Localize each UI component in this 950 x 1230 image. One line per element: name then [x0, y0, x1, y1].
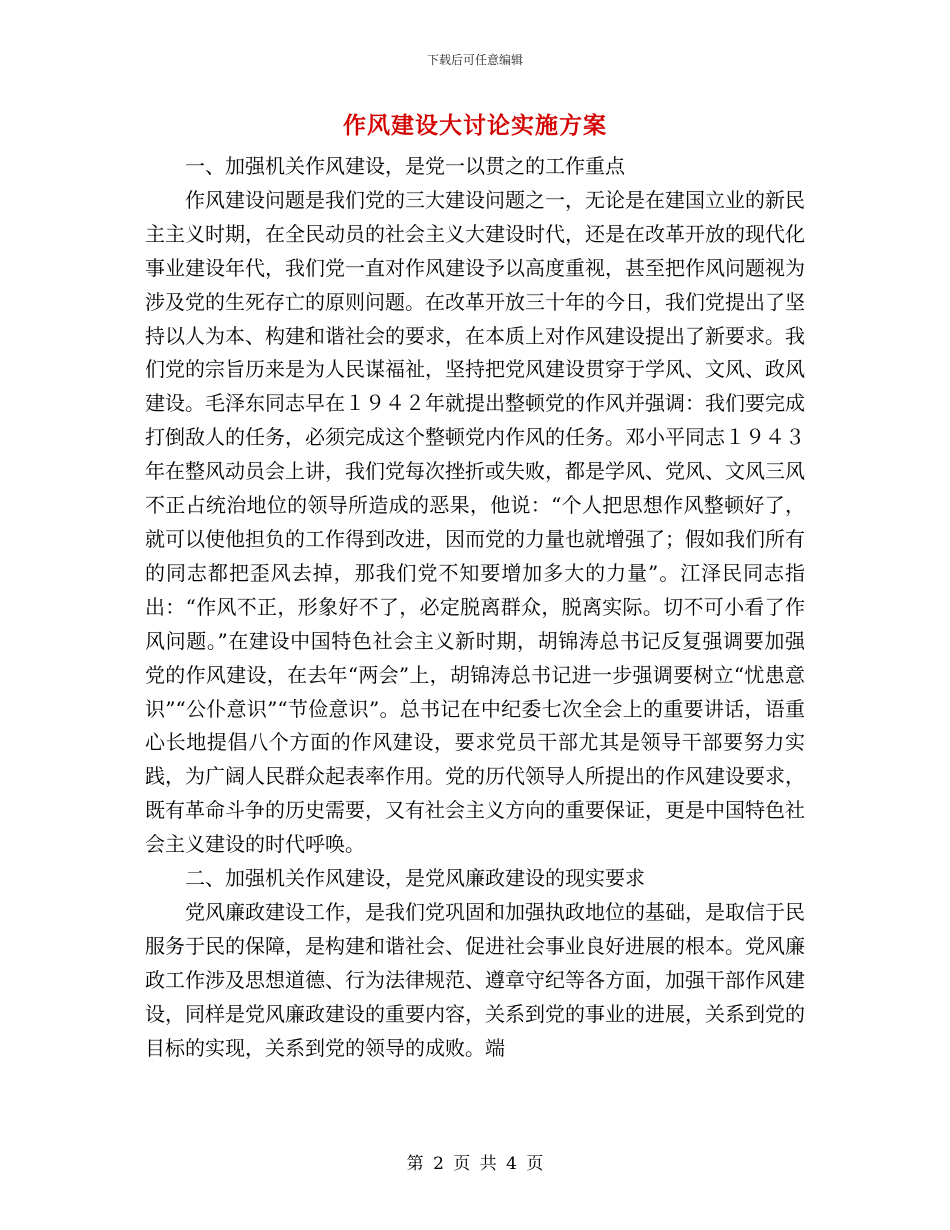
body-paragraph-1: 作风建设问题是我们党的三大建设问题之一，无论是在建国立业的新民主主义时期，在全民动员的社会主义大建设时代，还是在改革开放的现代化事业建设年代，我们党一直对作风建设予以高度重视，甚至把作风问题视为涉及党的生死存亡的原则问题。在改革开放三十年的今日，我们党提出了坚持以人为本、构建和谐社会的要求，在本质上对作风建设提出了新要求。我们党的宗旨历来是为人民谋福祉，坚持把党风建设贯穿于学风、文风、政风建设。毛泽东同志早在１９４２年就提出整顿党的作风并强调：我们要完成打倒敌人的任务，必须完成这个整顿党内作风的任务。邓小平同志１９４３年在整风动员会上讲，我们党每次挫折或失败，都是学风、党风、文风三风不正占统治地位的领导所造成的恶果，他说：“个人把思想作风整顿好了，就可以使他担负的工作得到改进，因而党的力量也就增强了；假如我们所有的同志都把歪风去掉，那我们党不知要增加多大的力量”。江泽民同志指出：“作风不正，形象好不了，必定脱离群众，脱离实际。切不可小看了作风问题。”在建设中国特色社会主义新时期，胡锦涛总书记反复强调要加强党的作风建设，在去年“两会”上，胡锦涛总书记进一步强调要树立“忧患意识”“公仆意识”“节俭意识”。总书记在中纪委七次全会上的重要讲话，语重心长地提倡八个方面的作风建设，要求党员干部尤其是领导干部要努力实践，为广阔人民群众起表率作用。党的历代领导人所提出的作风建设要求，既有革命斗争的历史需要，又有社会主义方向的重要保证，更是中国特色社会主义建设的时代呼唤。: [145, 187, 805, 857]
document-title: 作风建设大讨论实施方案: [343, 112, 607, 139]
header-note: 下载后可任意编辑: [426, 53, 523, 67]
page-number-footer: 第 2 页 共 4 页: [406, 1154, 544, 1174]
body-paragraph-2: 党风廉政建设工作，是我们党巩固和加强执政地位的基础，是取信于民服务于民的保障，是构建和谐社会、促进社会事业良好进展的根本。党风廉政工作涉及思想道德、行为法律规范、遵章守纪等各方面，加强干部作风建设，同样是党风廉政建设的重要内容，关系到党的事业的进展，关系到党的目标的实现，关系到党的领导的成败。端: [145, 899, 805, 1060]
section-heading-2: 二、加强机关作风建设，是党风廉政建设的现实要求: [185, 866, 645, 891]
section-heading-1: 一、加强机关作风建设，是党一以贯之的工作重点: [185, 154, 625, 178]
document-body: [145, 150, 805, 1065]
